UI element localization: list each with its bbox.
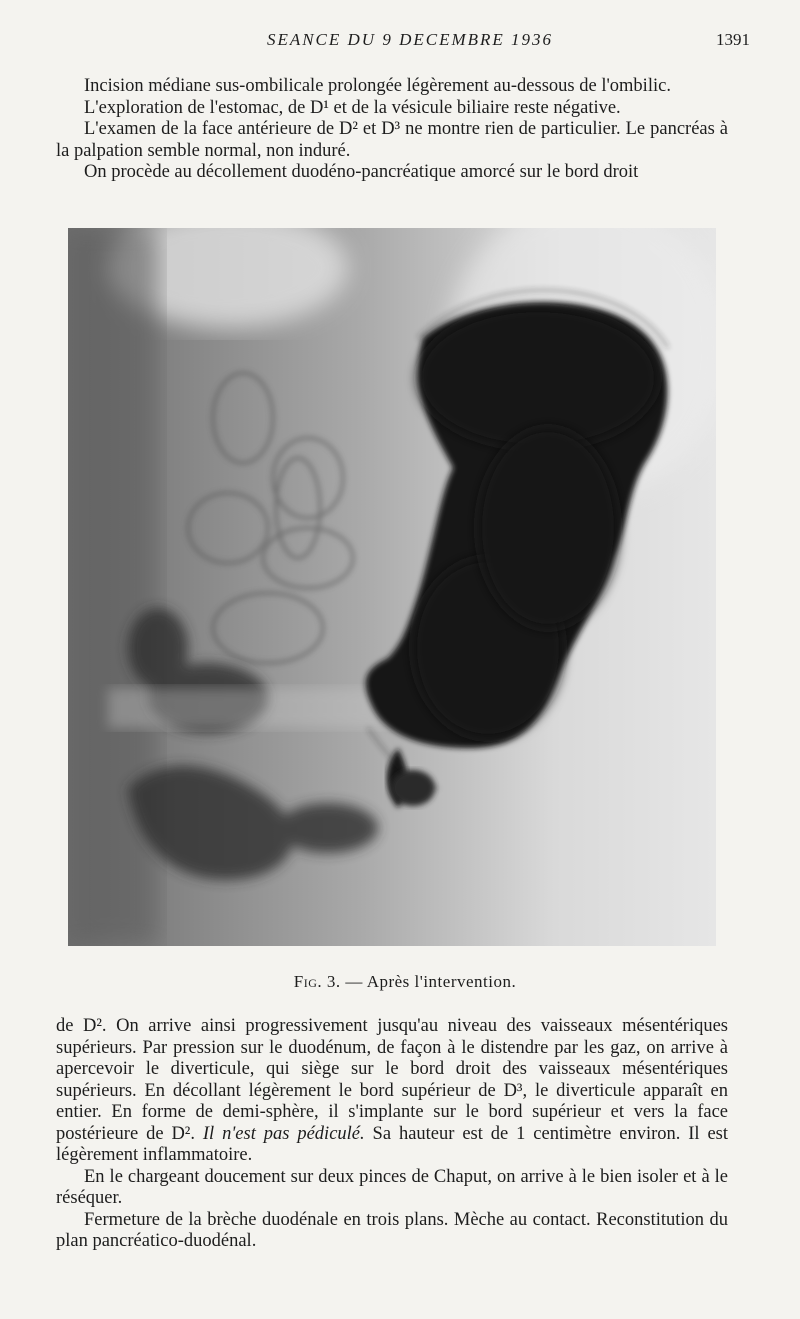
paragraph: En le chargeant doucement sur deux pinces de Chaput, on arrive à le bien isoler et à le réséquer. xyxy=(56,1166,728,1208)
paragraph: Fermeture de la brèche duodénale en trois plans. Mèche au contact. Reconstitution du plan pancréatico-duodénal. xyxy=(56,1209,728,1251)
paragraph-text: Sa hauteur est de 1 centimètre environ. Il est légèrement inflammatoire. xyxy=(56,1123,729,1165)
running-title: SEANCE DU 9 DECEMBRE 1936 xyxy=(266,30,554,49)
radiograph-figure xyxy=(68,228,716,946)
paragraph: L'exploration de l'estomac, de D¹ et de la vésicule biliaire reste négative. xyxy=(84,97,621,118)
emphasis-text: Il n'est pas pédiculé. xyxy=(202,1123,365,1144)
figure-caption xyxy=(70,972,740,992)
body-text-bottom xyxy=(56,1016,728,1253)
paragraph-text: de D². On arrive ainsi progressivement jusqu'au niveau des vaisseaux mésentériques supérieurs. Par pression sur le duodénum, de façon à le distendre par les gaz, on arrive à apercevoir le diverticule, qui siège sur le bord droit des vaisseaux mésentériques supérieurs. En décollant légèrement le bord supérieur de D³, le diverticule apparaît en entier. En forme de demi-sphère, il s'implante sur le bord supérieur et vers la face postérieure de D². xyxy=(56,1016,728,1144)
paragraph xyxy=(56,1016,728,1167)
figure-label: Fig. 3. xyxy=(293,972,341,991)
figure-caption-text: — Après l'intervention. xyxy=(345,972,517,991)
running-header xyxy=(70,28,750,56)
paragraph: On procède au décollement duodéno-pancréatique amorcé sur le bord droit xyxy=(84,162,639,182)
radiograph-image xyxy=(68,228,716,946)
paragraph: Incision médiane sus-ombilicale prolongée légèrement au-dessous de l'ombilic. xyxy=(84,76,671,96)
page-number: 1391 xyxy=(716,30,750,49)
paragraph: L'examen de la face antérieure de D² et D³ ne montre rien de particulier. Le pancréas à la palpation semble normal, non induré. xyxy=(56,119,728,161)
body-text-top xyxy=(56,76,728,184)
